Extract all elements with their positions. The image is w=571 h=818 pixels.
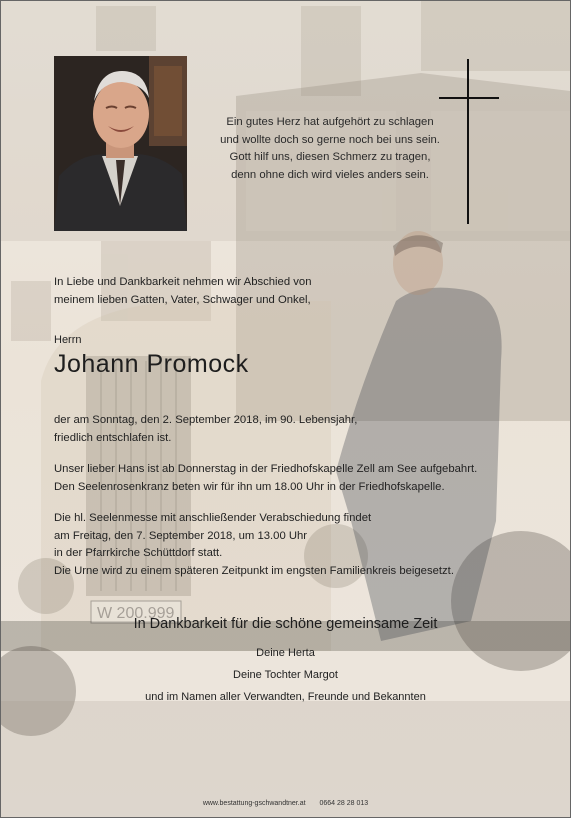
- intro-line: meinem lieben Gatten, Vater, Schwager und Onkel,: [54, 293, 311, 306]
- portrait-photo: [54, 56, 187, 231]
- service-line: in der Pfarrkirche Schüttdorf statt.: [54, 547, 223, 559]
- signatory: und im Namen aller Verwandten, Freunde und Bekannten: [145, 691, 426, 703]
- signatory: Deine Tochter Margot: [233, 669, 338, 681]
- license-plate-text: W 200.999: [97, 605, 175, 622]
- intro-line: In Liebe und Dankbarkeit nehmen wir Abschied von: [54, 276, 312, 288]
- viewing-line: Unser lieber Hans ist ab Donnerstag in der Friedhofskapelle Zell am See aufgebahrt.: [54, 463, 478, 475]
- footer-phone: 0664 28 28 013: [319, 800, 369, 807]
- deceased-name: Johann Promock: [54, 350, 249, 378]
- viewing-line: Den Seelenrosenkranz beten wir für ihn um 18.00 Uhr in der Friedhofskapelle.: [54, 480, 445, 493]
- death-line: der am Sonntag, den 2. September 2018, im 90. Lebensjahr,: [54, 414, 358, 426]
- service-line: Die Urne wird zu einem späteren Zeitpunkt im engsten Familienkreis beigesetzt.: [54, 564, 454, 577]
- poem-line: denn ohne dich wird vieles anders sein.: [231, 168, 429, 181]
- honorific: Herrn: [54, 334, 82, 346]
- footer: [1, 800, 570, 807]
- death-notice: [54, 412, 357, 447]
- poem-line: Gott hilf uns, diesen Schmerz zu tragen,: [229, 151, 431, 163]
- service-info: [54, 510, 454, 580]
- footer-website-link[interactable]: www.bestattung-gschwandtner.at: [202, 800, 306, 807]
- viewing-info: [54, 461, 477, 496]
- poem-line: Ein gutes Herz hat aufgehört zu schlagen: [226, 116, 434, 128]
- thanks-heading: In Dankbarkeit für die schöne gemeinsame Zeit: [133, 616, 438, 632]
- poem-line: und wollte doch so gerne noch bei uns sein.: [220, 133, 440, 146]
- poem: [197, 114, 463, 184]
- signatory: Deine Herta: [256, 647, 315, 659]
- farewell-intro: [54, 274, 311, 309]
- service-line: am Freitag, den 7. September 2018, um 13.00 Uhr: [54, 529, 308, 542]
- service-line: Die hl. Seelenmesse mit anschließender Verabschiedung findet: [54, 512, 372, 524]
- death-line: friedlich entschlafen ist.: [54, 431, 172, 444]
